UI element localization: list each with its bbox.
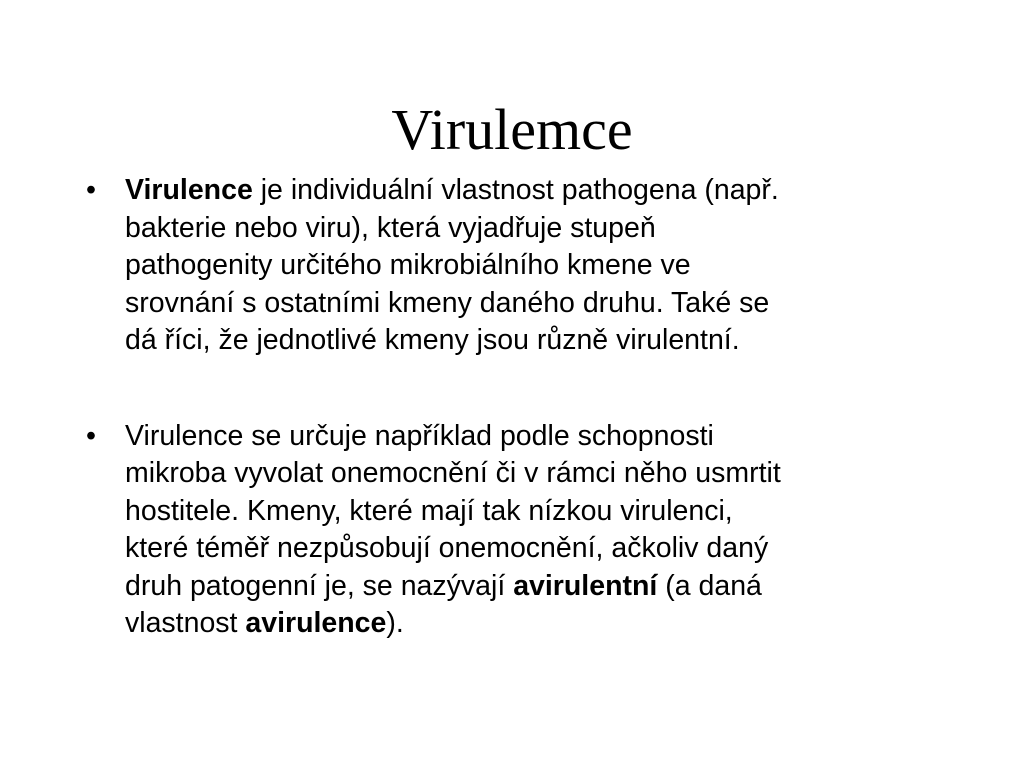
bullet-1-line-3: pathogenity určitého mikrobiálního kmene ve xyxy=(125,249,691,281)
bullet-2-line-3: hostitele. Kmeny, které mají tak nízkou virulenci, xyxy=(125,494,733,527)
bullet-2-line-6-post: ). xyxy=(386,607,404,639)
bullet-1-line-1-text: je individuální vlastnost pathogena (např. xyxy=(252,174,779,206)
bullet-2-line-4: které téměř nezpůsobují onemocnění, ačkoliv daný xyxy=(125,532,769,564)
term-virulence: Virulence xyxy=(125,174,253,206)
bullet-list xyxy=(86,172,946,643)
bullet-1-line-1 xyxy=(125,172,946,210)
bullet-2-line-1: Virulence se určuje například podle schopnosti xyxy=(125,419,714,452)
term-avirulentni: avirulentní xyxy=(513,569,658,602)
bullet-1-line-4: srovnání s ostatními kmeny daného druhu. Také se xyxy=(125,286,770,319)
bullet-2-line-6-pre: vlastnost xyxy=(125,607,246,639)
bullet-item-virulence-determination xyxy=(86,418,946,643)
bullet-icon: • xyxy=(86,419,96,452)
term-avirulence: avirulence xyxy=(245,607,387,639)
bullet-2-line-5-pre: druh patogenní je, se nazývají xyxy=(125,569,514,602)
bullet-1-line-5: dá říci, že jednotlivé kmeny jsou různě virulentní. xyxy=(125,324,740,356)
bullet-2-line-2: mikroba vyvolat onemocnění či v rámci něho usmrtit xyxy=(125,457,781,489)
bullet-1-line-2: bakterie nebo viru), která vyjadřuje stupeň xyxy=(125,211,656,244)
bullet-icon: • xyxy=(86,174,96,206)
bullet-2-line-5-post: (a daná xyxy=(657,569,762,602)
bullet-item-virulence-definition xyxy=(86,172,946,360)
bullet-2-line-5 xyxy=(125,568,946,606)
bullet-2-line-6 xyxy=(125,605,946,643)
slide-title: Virulemce xyxy=(391,97,633,162)
